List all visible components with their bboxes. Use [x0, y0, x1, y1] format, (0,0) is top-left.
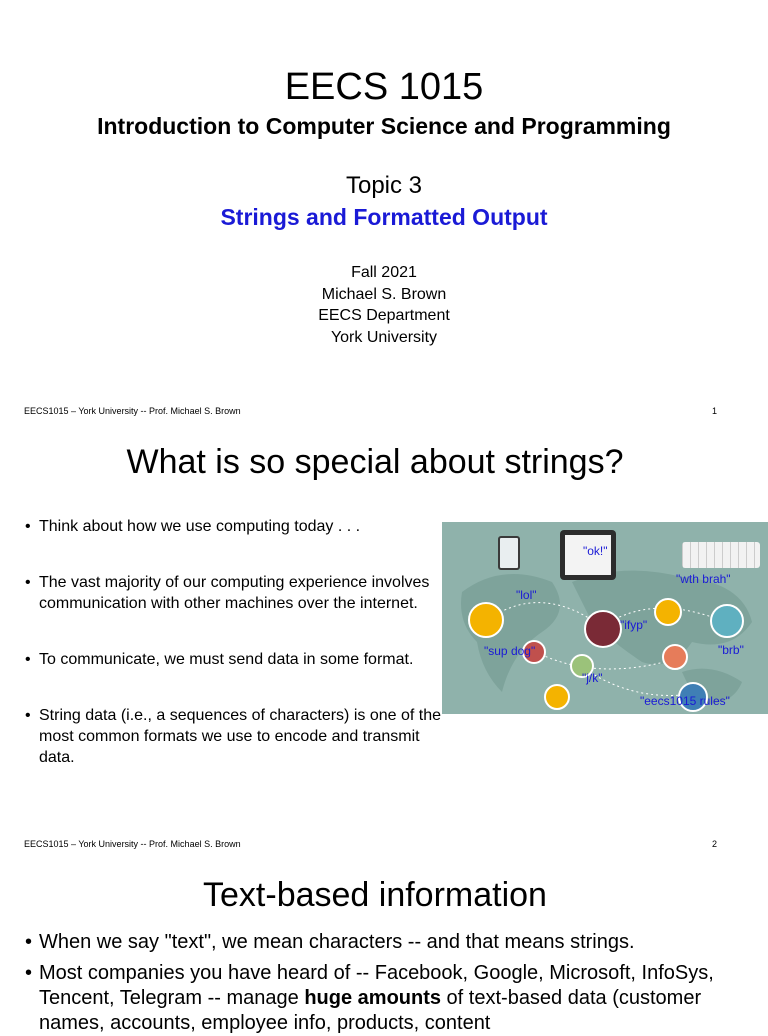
course-subtitle: Introduction to Computer Science and Programming [97, 113, 671, 139]
bullet-item: • String data (i.e., a sequences of characters) is one of the most common formats we use to encode and transmit data. [25, 705, 455, 768]
texting-world-illustration [442, 522, 768, 714]
term: Fall 2021 [351, 264, 417, 281]
avatar [544, 684, 570, 710]
avatar [654, 598, 682, 626]
department: EECS Department [318, 307, 450, 324]
footer-left: EECS1015 – York University -- Prof. Michael S. Brown [24, 406, 241, 416]
avatar [710, 604, 744, 638]
avatar [662, 644, 688, 670]
bullet-emphasis: huge amounts [304, 987, 441, 1009]
bubble-sup-dog: "sup dog" [484, 644, 536, 658]
bullet-text: of text-based data (customer names, accounts, employee info, products, content [39, 987, 702, 1034]
page-number: 2 [712, 839, 718, 849]
keyboard-icon [682, 542, 760, 568]
page-number: 1 [712, 406, 718, 416]
avatar [468, 602, 504, 638]
course-title: EECS 1015 [284, 66, 484, 108]
bubble-eecs1015-rules: "eecs1015 rules" [640, 694, 730, 708]
bubble-brb: "brb" [718, 643, 744, 657]
footer-left: EECS1015 – York University -- Prof. Michael S. Brown [24, 839, 241, 849]
bubble-ok: "ok!" [583, 544, 608, 558]
bullet-item: • Think about how we use computing today . . . [25, 516, 455, 537]
bullet-list [25, 930, 725, 1036]
bubble-wth-brah: "wth brah" [676, 572, 731, 586]
slide-title: What is so special about strings? [126, 443, 624, 481]
bubble-lol: "lol" [516, 588, 537, 602]
topic-title: Strings and Formatted Output [220, 204, 548, 230]
author: Michael S. Brown [321, 286, 447, 303]
university: York University [330, 329, 438, 346]
bullet-item: • When we say "text", we mean characters -- and that means strings. [25, 930, 725, 955]
bullet-item: • The vast majority of our computing experience involves communication with other machines over the internet. [25, 572, 455, 614]
bullet-list [25, 516, 455, 768]
avatar [584, 610, 622, 648]
phone-icon [498, 536, 520, 570]
bubble-jk: "j/k" [582, 671, 603, 685]
topic-number: Topic 3 [345, 172, 423, 199]
bullet-item [25, 961, 725, 1036]
bubble-ifyp: "ifyp" [620, 618, 648, 632]
bullet-text: Most companies you have heard of -- Facebook, Google, Microsoft, InfoSys, Tencent, Telegram -- manage [39, 962, 714, 1009]
bullet-item: • To communicate, we must send data in some format. [25, 649, 455, 670]
slide-title: Text-based information [203, 876, 547, 914]
